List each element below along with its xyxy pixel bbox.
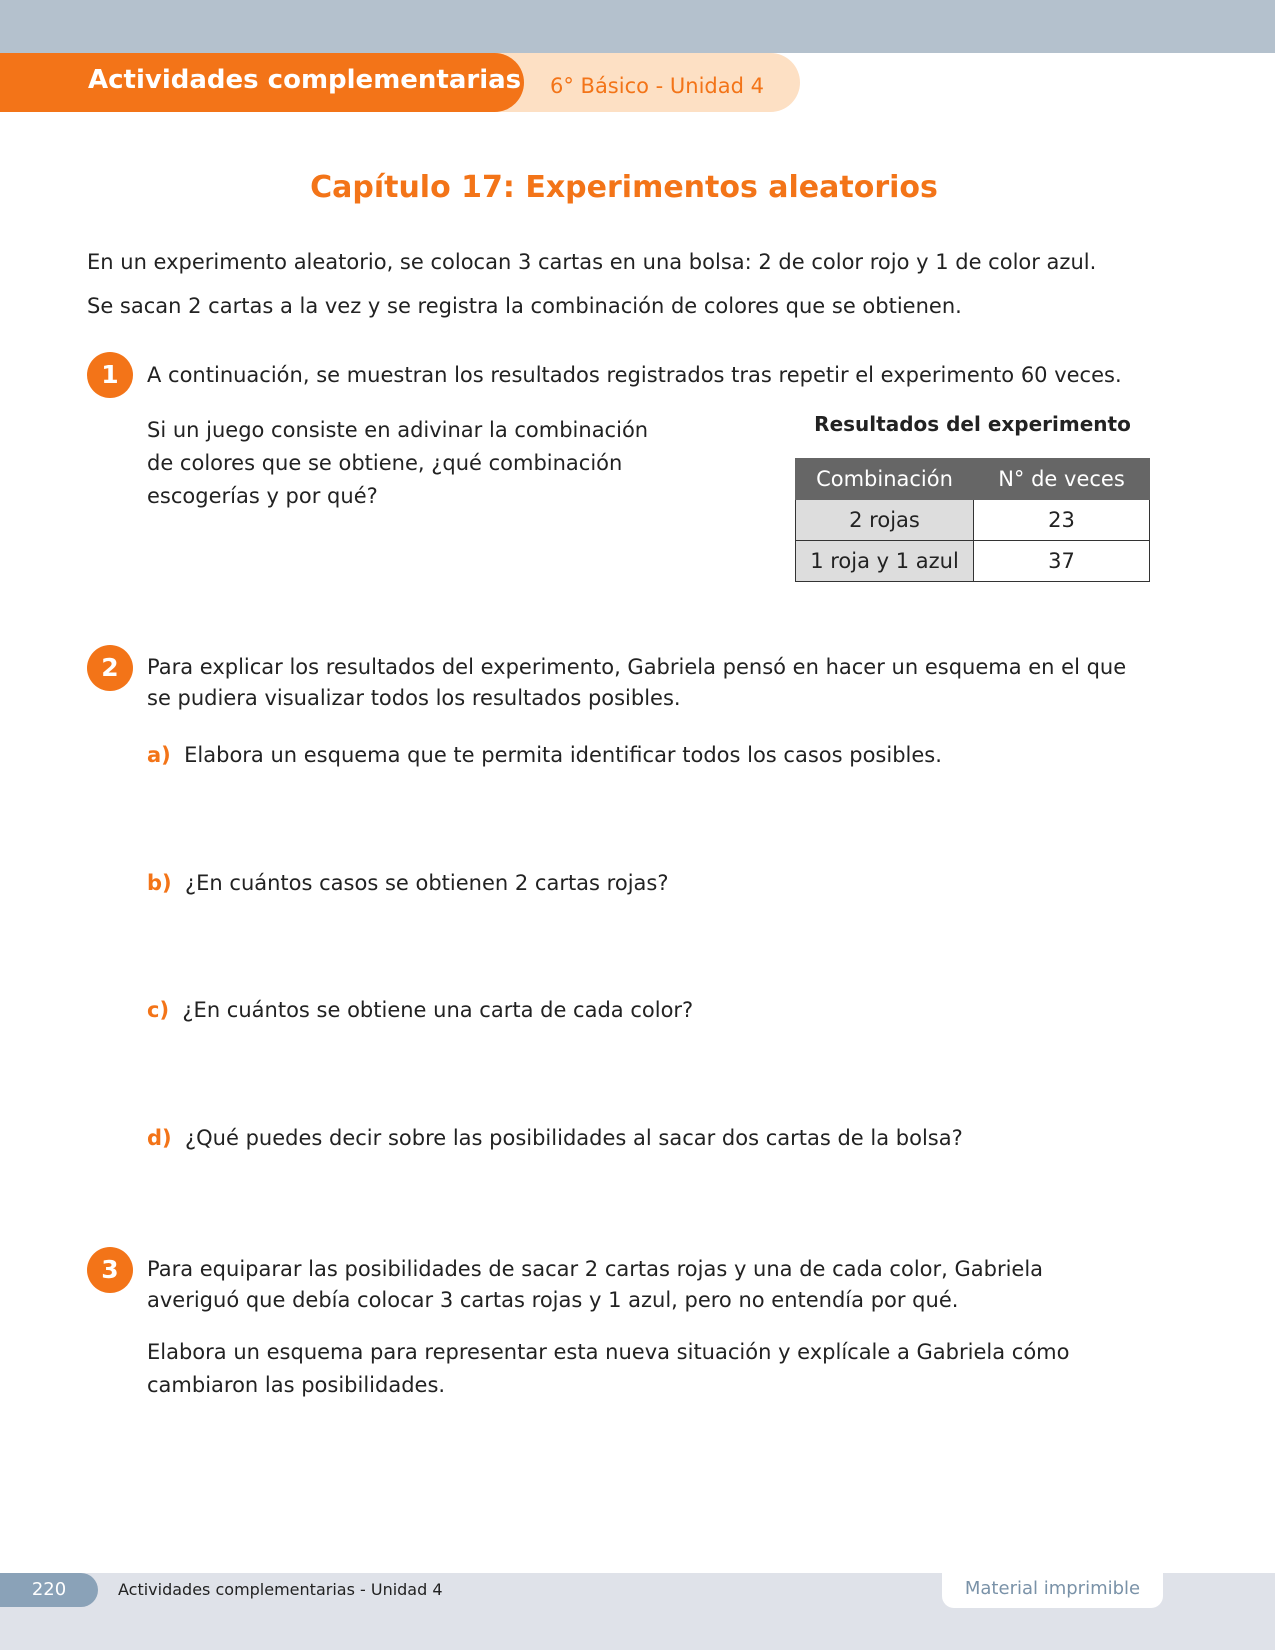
results-table bbox=[795, 458, 1150, 582]
q3-line: cambiaron las posibilidades. bbox=[147, 1373, 446, 1397]
page-number: 220 bbox=[0, 1573, 98, 1607]
item-letter: a) bbox=[147, 743, 171, 767]
question-number-3: 3 bbox=[87, 1247, 133, 1293]
table-row bbox=[796, 541, 1150, 582]
q1-line: de colores que se obtiene, ¿qué combinación bbox=[147, 451, 623, 475]
item-letter: b) bbox=[147, 871, 172, 895]
q3-line: Elabora un esquema para representar esta nueva situación y explícale a Gabriela cómo bbox=[147, 1340, 1070, 1364]
cell: 1 roja y 1 azul bbox=[796, 541, 974, 582]
q1-text: A continuación, se muestran los resultados registrados tras repetir el experimento 60 veces. bbox=[147, 363, 1122, 387]
printable-tag: Material imprimible bbox=[942, 1573, 1163, 1608]
cell: 37 bbox=[974, 541, 1150, 582]
item-text: Elabora un esquema que te permita identificar todos los casos posibles. bbox=[184, 743, 942, 767]
top-bar bbox=[0, 0, 1275, 53]
q2-item-b bbox=[147, 868, 668, 899]
question-number-2: 2 bbox=[87, 645, 133, 691]
intro-line: Se sacan 2 cartas a la vez y se registra la combinación de colores que se obtienen. bbox=[87, 294, 962, 318]
question-number-1: 1 bbox=[87, 352, 133, 398]
footer-label: Actividades complementarias - Unidad 4 bbox=[118, 1580, 443, 1599]
q2-item-c bbox=[147, 995, 693, 1026]
q1-line: escogerías y por qué? bbox=[147, 484, 378, 508]
table-row bbox=[796, 500, 1150, 541]
cell: 23 bbox=[974, 500, 1150, 541]
col-header: N° de veces bbox=[974, 459, 1150, 500]
q2-text bbox=[147, 652, 1126, 714]
table-caption: Resultados del experimento bbox=[814, 412, 1131, 436]
q1-question bbox=[147, 414, 648, 513]
q3-line: Para equiparar las posibilidades de sacar 2 cartas rojas y una de cada color, Gabriela bbox=[147, 1257, 1044, 1281]
item-text: ¿En cuántos se obtiene una carta de cada color? bbox=[182, 998, 694, 1022]
q3-text2 bbox=[147, 1336, 1069, 1402]
q2-item-d bbox=[147, 1123, 963, 1154]
intro-line: En un experimento aleatorio, se colocan 3 cartas en una bolsa: 2 de color rojo y 1 de color azul. bbox=[87, 250, 1097, 274]
q3-line: averiguó que debía colocar 3 cartas rojas y 1 azul, pero no entendía por qué. bbox=[147, 1288, 959, 1312]
q1-line: Si un juego consiste en adivinar la combinación bbox=[147, 418, 649, 442]
item-text: ¿Qué puedes decir sobre las posibilidades al sacar dos cartas de la bolsa? bbox=[185, 1126, 963, 1150]
chapter-title: Capítulo 17: Experimentos aleatorios bbox=[310, 170, 938, 205]
q3-text bbox=[147, 1254, 1043, 1316]
unit-label: 6° Básico - Unidad 4 bbox=[550, 74, 764, 98]
section-tab: Actividades complementarias bbox=[0, 53, 524, 112]
table-header bbox=[796, 459, 1150, 500]
item-text: ¿En cuántos casos se obtienen 2 cartas rojas? bbox=[185, 871, 669, 895]
item-letter: c) bbox=[147, 998, 170, 1022]
col-header: Combinación bbox=[796, 459, 974, 500]
q2-line: se pudiera visualizar todos los resultados posibles. bbox=[147, 686, 681, 710]
cell: 2 rojas bbox=[796, 500, 974, 541]
q2-item-a bbox=[147, 740, 942, 771]
intro bbox=[87, 240, 1096, 328]
q2-line: Para explicar los resultados del experimento, Gabriela pensó en hacer un esquema en el que bbox=[147, 655, 1127, 679]
item-letter: d) bbox=[147, 1126, 172, 1150]
